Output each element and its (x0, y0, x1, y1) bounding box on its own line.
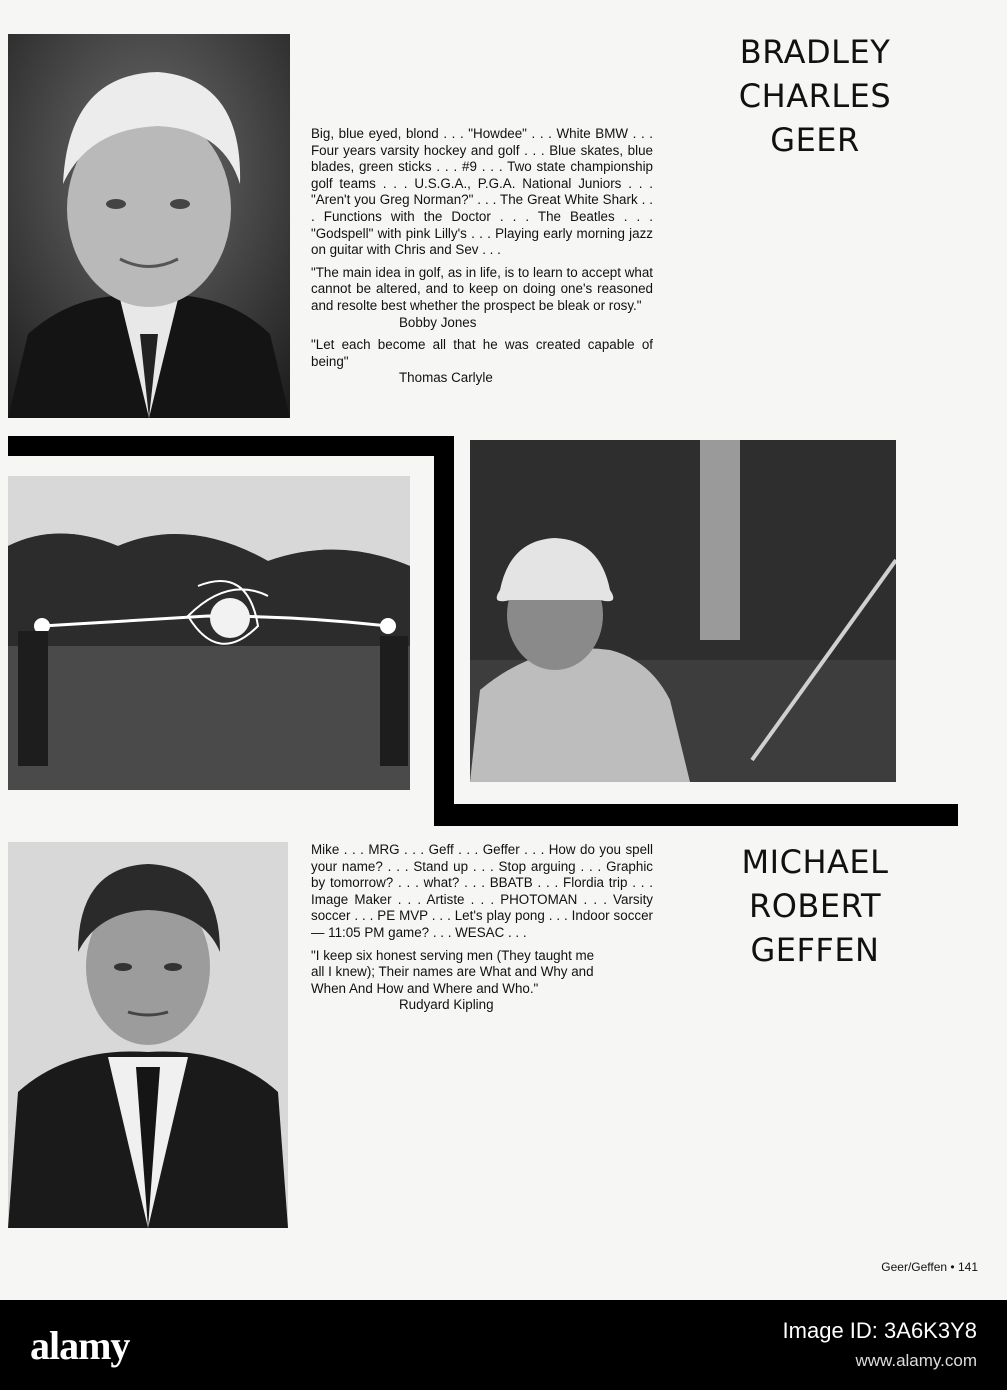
frame-bar-bottom (434, 804, 958, 826)
bio-bradley-geer (311, 126, 653, 393)
photo-sparkler-night (8, 476, 410, 790)
quote: "Let each become all that he was created capable of being" (311, 337, 653, 369)
image-id-block (783, 1316, 977, 1376)
name-line: GEFFEN (750, 931, 880, 969)
frame-bar-inner-v (434, 436, 454, 806)
bio-paragraph: Mike . . . MRG . . . Geff . . . Geffer . . . How do you spell your name? . . . Stand up . . . Stop arguing . . . Graphic by tomorrow? . . . what? . . . BBATB . . . Flordia trip . . . Image Maker . . . Artiste . . . PHOTOMAN . . . Varsity soccer . . . PE MVP . . . Let's play pong . . . Indoor soccer — 11:05 PM game? . . . WESAC . . . (311, 842, 653, 940)
portrait-michael-geffen (8, 842, 288, 1228)
name-michael-robert-geffen (700, 840, 930, 972)
photo-golfer (470, 440, 896, 782)
portrait-bradley-geer (8, 34, 290, 418)
bio-paragraph: Big, blue eyed, blond . . . "Howdee" . . . White BMW . . . Four years varsity hockey and golf . . . Blue skates, blue blades, green sticks . . . #9 . . . Two state championship golf teams . . . U.S.G.A., P.G.A. National Juniors . . . "Aren't you Greg Norman?" . . . The Great White Shark . . . Functions with the Doctor . . . The Beatles . . . "Godspell" with pink Lilly's . . . Playing early morning jazz on guitar with Chris and Sev . . . (311, 126, 653, 258)
quote-author: Bobby Jones (399, 314, 477, 330)
watermark-url: www.alamy.com (855, 1351, 977, 1370)
quote-author: Thomas Carlyle (399, 370, 493, 386)
quote: "The main idea in golf, as in life, is to learn to accept what cannot be altered, and to keep on doing one's reasoned and resolte best whether the prospect be bleak or rosy." (311, 264, 653, 313)
name-line: ROBERT (748, 887, 882, 925)
quote: "I keep six honest serving men (They taught me all I knew); Their names are What and Why and When And How and Where and Who." (311, 947, 595, 996)
name-line: CHARLES (738, 77, 892, 115)
quote-author: Rudyard Kipling (399, 997, 494, 1013)
name-line: MICHAEL (741, 843, 889, 881)
name-line: BRADLEY (739, 33, 891, 71)
bio-michael-geffen (311, 842, 653, 1020)
frame-bar-top (8, 436, 454, 456)
image-id: Image ID: 3A6K3Y8 (782, 1318, 977, 1343)
name-line: GEER (770, 121, 860, 159)
alamy-logo: alamy (30, 1323, 130, 1368)
name-bradley-charles-geer (700, 30, 930, 162)
stock-watermark-bar (0, 1300, 1007, 1390)
page-folio: Geer/Geffen • 141 (881, 1260, 978, 1274)
